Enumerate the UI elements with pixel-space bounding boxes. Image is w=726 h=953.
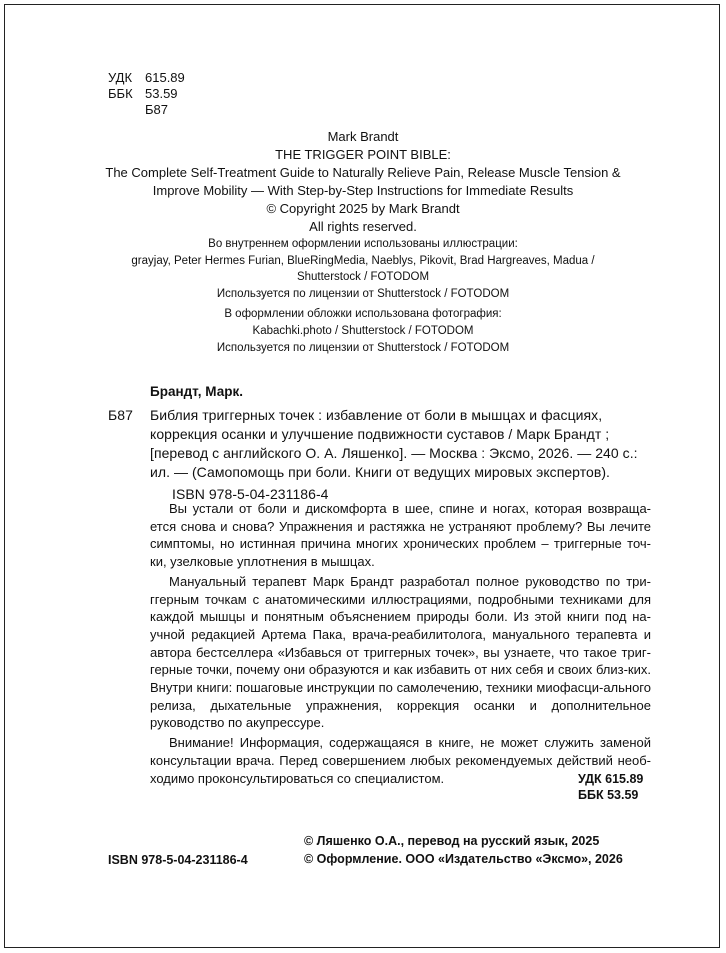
annotation-paragraph-2: Мануальный терапевт Марк Брандт разработал полное руководство по три-ггерным точкам с анатомическими иллюстрациями, подробными техниками для каждой мышцы и понятным объяснением природы боли. Из этой книги под на-учной редакцией Артема Пака, врача-реабилитолога, мануального терапевта и автора бестселлера «Избавься от триггерных точек», вы узнаете, что такое триг-герные точки, почему они образуются и как избавить от них себя и своих близ-ких. Внутри книги: пошаговые инструкции по самолечению, техники миофасци-ального релиза, дыхательные упражнения, коррекция осанки и дополнительное руководство по акупрессуре. (150, 573, 651, 731)
original-subtitle-line2: Improve Mobility — With Step-by-Step Instructions for Immediate Results (152, 183, 574, 198)
bottom-bbk: ББК 53.59 (578, 788, 639, 802)
original-rights: All rights reserved. (309, 219, 417, 234)
annotation-paragraph-3: Внимание! Информация, содержащаяся в книге, не может служить заменой консультации врача. Перед совершением любых рекомендуемых действий необ-ходимо проконсультироваться со специалистом. (150, 735, 651, 786)
illustration-credits (0, 236, 726, 356)
catalog-line3: [перевод с английского О. А. Ляшенко]. — Москва : Эксмо, 2026. — 240 с.: (150, 445, 638, 461)
copyright-translation: © Ляшенко О.А., перевод на русский язык, 2025 (304, 834, 600, 848)
original-subtitle-line1: The Complete Self-Treatment Guide to Naturally Relieve Pain, Release Muscle Tension & (105, 165, 621, 180)
interior-credit-line2: grayjay, Peter Hermes Furian, BlueRingMedia, Naeblys, Pikovit, Brad Hargreaves, Madua / (131, 254, 595, 267)
udk-value: 615.89 (145, 70, 185, 85)
udk-label: УДК (108, 70, 133, 85)
bbk-label: ББК (108, 86, 133, 101)
original-title: THE TRIGGER POINT BIBLE: (275, 147, 451, 162)
catalog-author-heading: Брандт, Марк. (150, 384, 243, 399)
footer-isbn: ISBN 978-5-04-231186-4 (108, 853, 248, 867)
bottom-classification (578, 771, 643, 803)
bbk-value: 53.59 (145, 86, 178, 101)
catalog-isbn: ISBN 978-5-04-231186-4 (172, 486, 329, 502)
catalog-sign: Б87 (108, 407, 133, 423)
original-author: Mark Brandt (327, 129, 399, 144)
author-sign: Б87 (145, 102, 168, 117)
catalog-description (150, 406, 638, 504)
annotation-paragraph-1: Вы устали от боли и дискомфорта в шее, спине и ногах, которая возвраща-ется снова и снова? Упражнения и растяжка не устраняют проблему? Вы лечите симптомы, но истинная причина многих хронических проблем – триггерные точ-ки, узелковые уплотнения в мышцах. (150, 501, 651, 570)
cover-credit-line3: Используется по лицензии от Shutterstock / FOTODOM (216, 341, 510, 354)
catalog-line1: Библия триггерных точек : избавление от боли в мышцах и фасциях, (150, 407, 603, 423)
interior-credit-line3: Shutterstock / FOTODOM (296, 271, 430, 284)
catalog-line2: коррекция осанки и улучшение подвижности суставов / Марк Брандт ; (150, 426, 610, 442)
cover-credit-line2: Kabachki.photo / Shutterstock / FOTODOM (252, 324, 474, 337)
catalog-line4: ил. — (Самопомощь при боли. Книги от ведущих мировых экспертов). (150, 464, 610, 480)
classification-block (108, 70, 185, 118)
bottom-udk: УДК 615.89 (578, 772, 644, 786)
cover-credit-line1: В оформлении обложки использована фотография: (224, 308, 502, 321)
original-copyright: © Copyright 2025 by Mark Brandt (266, 201, 460, 216)
annotation (150, 500, 651, 787)
footer-copyrights (304, 832, 623, 868)
original-edition-credits (0, 128, 726, 236)
copyright-design: © Оформление. ООО «Издательство «Эксмо», 2026 (304, 852, 623, 866)
interior-credit-line1: Во внутреннем оформлении использованы иллюстрации: (208, 238, 518, 250)
interior-credit-line4: Используется по лицензии от Shutterstock / FOTODOM (216, 287, 510, 300)
